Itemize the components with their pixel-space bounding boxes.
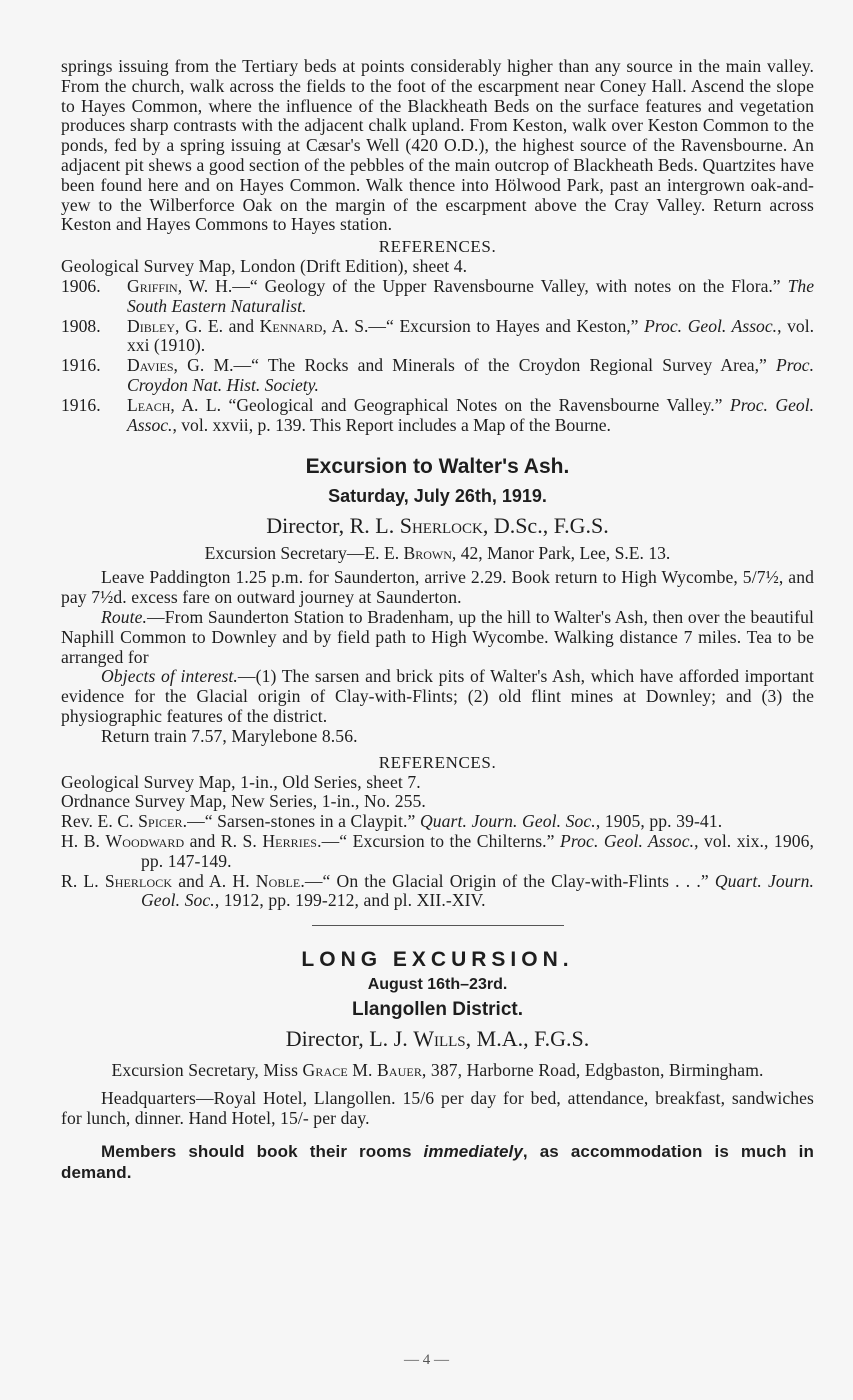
references-heading-2: REFERENCES. <box>378 752 497 772</box>
reference-year: 1906. <box>61 275 101 296</box>
reference-volume: , vol. xxvii, p. 139. This Report includes a Map of the Bourne. <box>172 414 611 435</box>
director-prefix: Director, R. L. <box>266 513 400 539</box>
notice-emphasis: immediately <box>423 1141 523 1161</box>
reference-author: Davies <box>127 355 174 376</box>
reference-year: 1908. <box>61 315 101 336</box>
notice-text-end: , as accommodation is much in demand. <box>61 1141 814 1182</box>
secretary-name: Grace <box>302 1060 348 1081</box>
references-heading-1: REFERENCES. <box>378 237 497 257</box>
reference-prefix: Rev. E. C. <box>61 811 139 832</box>
secretary-prefix: Excursion Secretary, Miss <box>111 1060 303 1081</box>
long-excursion-dates: August 16th–23rd. <box>367 976 508 994</box>
reference-author: Spicer <box>138 811 183 832</box>
route-paragraph <box>61 608 814 667</box>
reference-title: , A. L. “Geological and Geographical Notes on the Ravensbourne Valley.” <box>170 394 730 415</box>
document-page <box>61 57 814 1183</box>
route-label: Route. <box>101 606 148 627</box>
reference-journal: Quart. Journ. Geol. Soc. <box>141 870 814 911</box>
director-suffix: , M.A., F.G.S. <box>465 1026 590 1052</box>
reference-author: Dibley <box>127 315 176 336</box>
reference-journal: Proc. Geol. Assoc. <box>127 394 814 435</box>
reference-text: and A. H. <box>172 870 256 891</box>
reference-text: and R. S. <box>184 830 263 851</box>
return-train: Return train 7.57, Marylebone 8.56. <box>101 725 358 746</box>
headquarters-paragraph: Headquarters—Royal Hotel, Llangollen. 15/6 per day for bed, attendance, breakfast, sandwiches for lunch, dinner. Hand Hotel, 15/- per day. <box>61 1088 814 1128</box>
reference-title: , G. M.—“ The Rocks and Minerals of the Croydon Regional Survey Area,” <box>173 355 777 376</box>
objects-text: —(1) The sarsen and brick pits of Walter's Ash, which have afforded important evidence for the Glacial origin of Clay-with-Flints; (2) old flint mines at Downley; and (3) the physiographic features of the district. <box>61 666 814 726</box>
reference-author: Noble <box>255 870 301 891</box>
walters-ash-director <box>61 511 814 541</box>
secretary-address: , 387, Harborne Road, Edgbaston, Birmingham. <box>421 1060 764 1081</box>
travel-paragraph: Leave Paddington 1.25 p.m. for Saunderton, arrive 2.29. Book return to High Wycombe, 5/7½, and pay 7½d. excess fare on outward journey at Saunderton. <box>61 567 814 608</box>
reference-item <box>61 396 814 436</box>
secretary-name: Brown <box>403 543 452 564</box>
long-excursion-district: Llangollen District. <box>351 999 524 1021</box>
director-name: Sherlock <box>399 513 483 539</box>
reference-author: Sherlock <box>104 870 173 891</box>
reference-author: Woodward <box>105 830 185 851</box>
reference-volume: , vol. xxi (1910). <box>127 315 815 356</box>
reference-title: , W. H.—“ Geology of the Upper Ravensbourne Valley, with notes on the Flora.” <box>177 275 788 296</box>
reference-map: Geological Survey Map, London (Drift Edition), sheet 4. <box>61 256 468 277</box>
secretary-initial: M. <box>347 1060 378 1081</box>
reference-year: 1916. <box>61 355 101 376</box>
reference-title: .—“ Sarsen-stones in a Claypit.” <box>182 811 420 832</box>
reference-author: Kennard <box>259 315 323 336</box>
reference-title: .—“ Excursion to the Chilterns.” <box>317 830 560 851</box>
reference-item <box>61 872 814 912</box>
reference-item <box>61 277 814 317</box>
reference-title: , A. S.—“ Excursion to Hayes and Keston,” <box>322 315 645 336</box>
reference-text: , G. E. and <box>175 315 260 336</box>
reference-map: Geological Survey Map, 1-in., Old Series, sheet 7. <box>61 771 421 792</box>
director-suffix: , D.Sc., F.G.S. <box>482 513 609 539</box>
reference-item <box>61 832 814 872</box>
reference-volume: , 1912, pp. 199-212, and pl. XII.-XIV. <box>214 890 486 911</box>
long-excursion-director <box>61 1024 814 1054</box>
reference-author: Griffin <box>127 275 178 296</box>
reference-author: Herries <box>262 830 318 851</box>
secretary-surname: Bauer <box>377 1060 422 1081</box>
page-number: — 4 — <box>404 1352 449 1368</box>
walters-ash-date: Saturday, July 26th, 1919. <box>328 486 547 507</box>
notice-text: Members should book their rooms <box>101 1141 424 1161</box>
reference-item <box>61 356 814 396</box>
members-notice <box>61 1141 814 1183</box>
director-prefix: Director, L. J. <box>285 1026 414 1052</box>
reference-item <box>61 812 814 832</box>
secretary-address: , 42, Manor Park, Lee, S.E. 13. <box>451 543 671 564</box>
reference-year: 1916. <box>61 394 101 415</box>
keston-walk-paragraph: springs issuing from the Tertiary beds at points considerably higher than any source in the main valley. From the church, walk across the fields to the foot of the escarpment near Coney Hall. Ascend the slope to Hayes Common, where the influence of the Blackheath Beds on the surface features and vegetation produces sharp contrasts with the adjacent chalk upland. From Keston, walk over Keston Common to the ponds, fed by a spring issuing at Cæsar's Well (420 O.D.), the highest source of the Ravensbourne. An adjacent pit shews a good section of the pebbles of the main outcrop of Blackheath Beds. Quartzites have been found here and on Hayes Common. Walk thence into Hölwood Park, past an intergrown oak-and-yew to the Wilberforce Oak on the margin of the escarpment above the Cray Valley. Return across Keston and Hayes Commons to Hayes station. <box>61 56 814 235</box>
long-excursion-title: LONG EXCURSION. <box>301 948 574 972</box>
objects-label: Objects of interest. <box>101 666 238 687</box>
reference-author: Leach <box>127 394 171 415</box>
reference-prefix: R. L. <box>61 870 105 891</box>
objects-paragraph <box>61 667 814 726</box>
reference-item <box>61 317 814 357</box>
reference-volume: , vol. xix., 1906, pp. 147-149. <box>141 830 815 871</box>
reference-journal: Proc. Geol. Assoc. <box>560 830 695 851</box>
reference-journal: Quart. Journ. Geol. Soc. <box>419 811 596 832</box>
section-divider <box>312 925 564 926</box>
walters-ash-title: Excursion to Walter's Ash. <box>305 455 570 479</box>
reference-volume: , 1905, pp. 39-41. <box>595 811 723 832</box>
reference-prefix: H. B. <box>61 830 106 851</box>
walters-ash-secretary <box>61 541 814 565</box>
secretary-prefix: Excursion Secretary—E. E. <box>204 543 404 564</box>
director-name: Wills <box>413 1026 466 1052</box>
reference-journal: Proc. Croydon Nat. Hist. Society. <box>127 355 814 395</box>
route-text: —From Saunderton Station to Bradenham, up the hill to Walter's Ash, then over the beautiful Naphill Common to Downley and by field path to High Wycombe. Walking distance 7 miles. Tea to be arranged for <box>61 606 814 667</box>
long-excursion-secretary <box>61 1060 814 1081</box>
reference-journal: Proc. Geol. Assoc. <box>644 315 778 336</box>
reference-title: .—“ On the Glacial Origin of the Clay-with-Flints . . .” <box>300 870 715 891</box>
reference-journal: The South Eastern Naturalist. <box>127 275 814 316</box>
reference-map: Ordnance Survey Map, New Series, 1-in., No. 255. <box>61 791 426 812</box>
